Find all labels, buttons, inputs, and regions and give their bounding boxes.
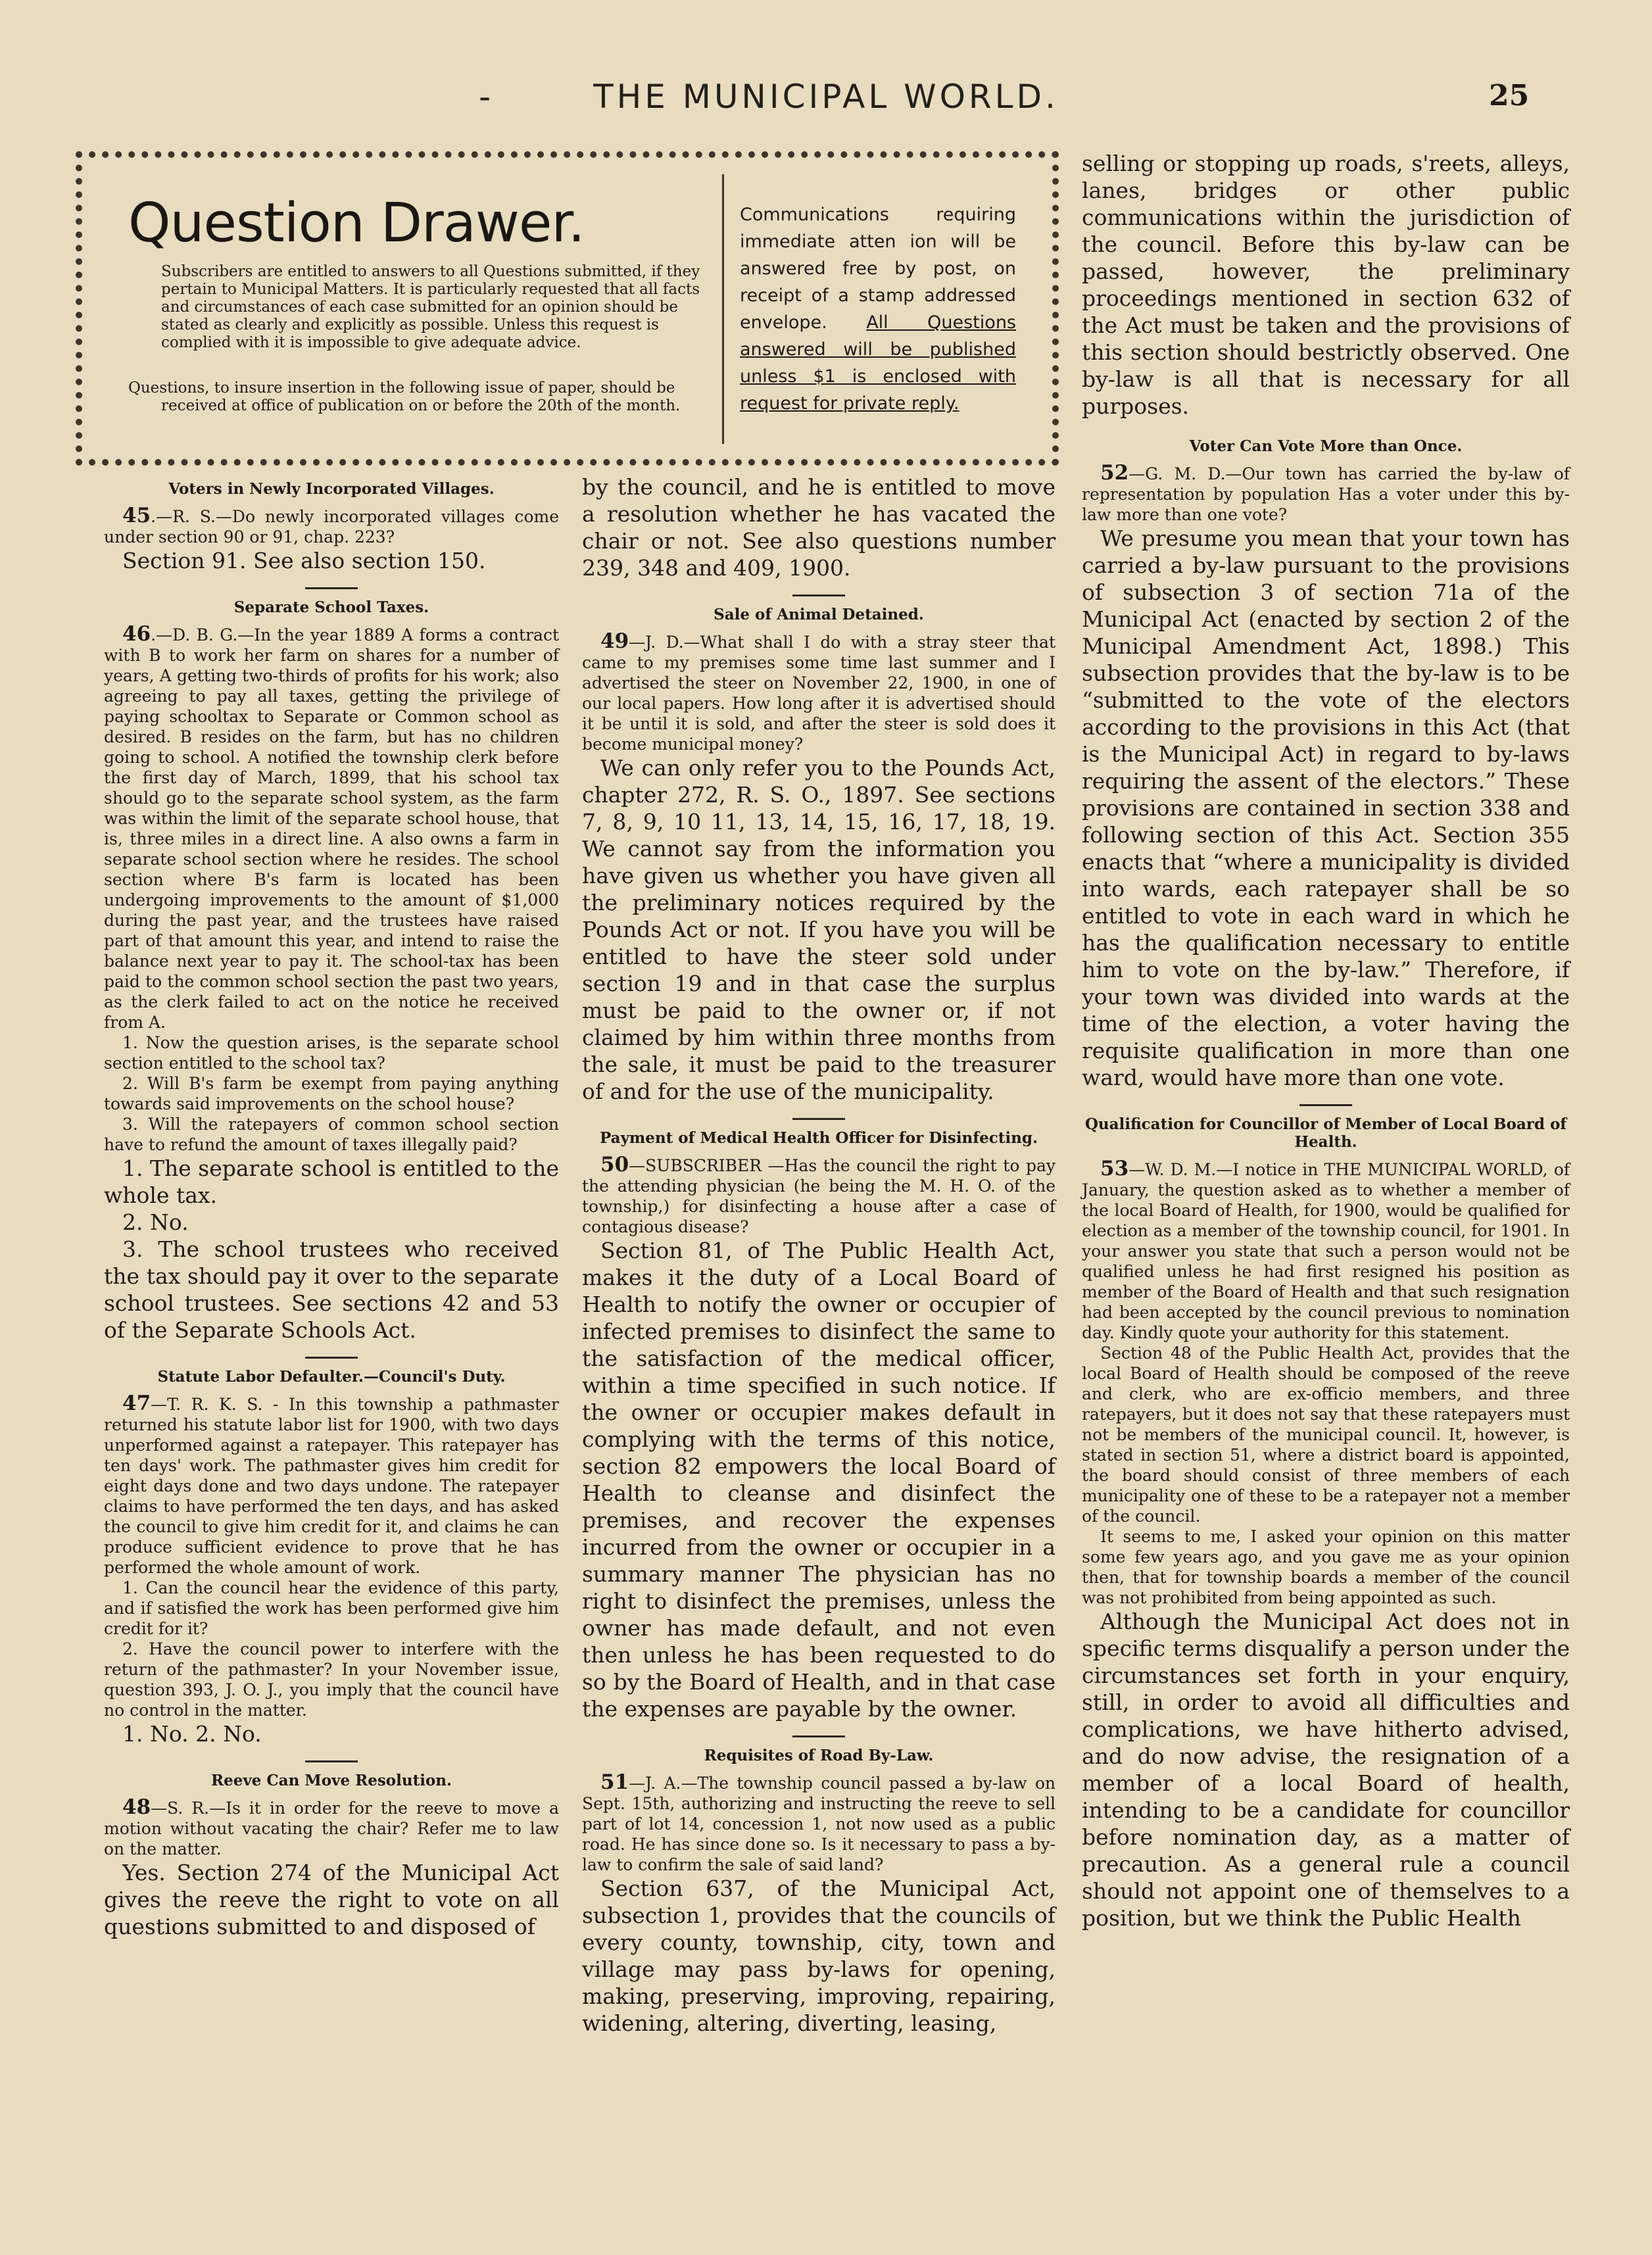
answer-48-continued: by the council, and he is entitled to move a resolution whether he has vacated the chair or not. See also questions number 239, 348 and 409, 1900. — [582, 474, 1056, 581]
column3-top — [1082, 150, 1570, 420]
answer-50: Section 81, of The Public Health Act, makes it the duty of a Local Board of Health to notify the owner or occupier of infected premises to disinfect the same to the satisfaction of the medical officer, within a time specified in such notice. If the owner or occupier makes default in complying with the terms of this notice, section 82 empowers the local Board of Health to cleanse and disinfect the premises, and recover the expenses incurred from the owner or occupier in a summary manner The physician has no right to disinfect the premises, unless the owner has made default, and not even then unless he has been requested to do so by the Board of Health, and in that case the expenses are payable by the owner. — [582, 1238, 1056, 1722]
question-number-49: 49 — [600, 629, 629, 653]
answer-47: 1. No. 2. No. — [122, 1721, 262, 1747]
communications-note — [740, 201, 1016, 417]
continuation-text: selling or stopping up roads, s'reets, alleys, lanes, bridges or other public communications within the jurisdiction of the council. Before this by-law can be passed, however, the preliminary proceedings mentioned in section 632 of the Act must be taken and the provisions of this section should bestrictly observed. One by-law is all that is necessary for all purposes. — [1082, 151, 1570, 419]
answer-46-part-2: 2. No. — [122, 1209, 189, 1235]
question-52: —G. M. D.—Our town has carried the by-law of representation by population Has a voter under this by-law more than one vote? — [1082, 464, 1570, 524]
box-divider — [722, 174, 724, 444]
answer-49: We can only refer you to the Pounds Act, chapter 272, R. S. O., 1897. See sections 7, 8, 9, 10 11, 13, 14, 15, 16, 17, 18, 19. We cannot say from the information you have given us whether you have given all the preliminary notices required by the Pounds Act or not. If you have you will be entitled to have the steer sold under section 19 and in that case the surplus must be paid to the owner or, if not claimed by him within three months from the sale, it must be paid to the treasurer of and for the use of the municipality. — [582, 755, 1056, 1104]
heading-52: Voter Can Vote More than Once. — [1189, 437, 1463, 455]
heading-50: Payment of Medical Health Officer for Disinfecting. — [599, 1129, 1038, 1147]
divider — [792, 1118, 845, 1120]
question-47: —T. R. K. S. - In this township a pathmaster returned his statute labor list for 1900, with two days unperformed against a ratepayer. This ratepayer has ten days' work. The pathmaster gives him credit for eight days done and two days undone. The ratepayer claims to have performed the ten days, and has asked the council to give him credit for it, and claims he can produce sufficient evidence to prove that he has performed the whole amount of work. — [104, 1395, 559, 1577]
divider — [792, 1735, 845, 1737]
question-49: —J. D.—What shall I do with a stray steer that came to my premises some time last summer and I advertised the steer on November 22, 1900, in one of our local papers. How long after it is advertised should it be until it is sold, and after the steer is sold does it become municipal money? — [582, 633, 1056, 754]
answer-51: Section 637, of the Municipal Act, subsection 1, provides that the councils of every county, township, city, town and village may pass by-laws for opening, making, preserving, improving, repairing, widening, altering, diverting, leasing, — [582, 1876, 1056, 2036]
question-number-46: 46 — [122, 622, 151, 646]
question-drawer-title: Question Drawer. — [128, 192, 585, 255]
answer-53: Although the Municipal Act does not in specific terms disqualify a person under the circumstances set forth in your enquiry, still, in order to avoid all difficulties and complications, we have hitherto advised, and do now advise, the resignation of a member of a local Board of health, intending to be a candidate for councillor before nomination day, as a matter of precaution. As a general rule a council should not appoint one of themselves to a position, but we think the Public Health — [1082, 1609, 1570, 1931]
heading-46: Separate School Taxes. — [233, 598, 429, 616]
question-number-52: 52 — [1100, 461, 1129, 485]
answer-52: We presume you mean that your town has carried a by-law pursuant to the provisions of subsection 3 of section 71a of the Municipal Act (enacted by section 2 of the Municipal Amendment Act, 1898.) This subsection provides that the by-law is to be “submitted to the vote of the electors according to the provisions in this Act (that is the Municipal Act) in regard to by-laws requiring the assent of the electors.” These provisions are contained in section 338 and following section of this Act. Section 355 enacts that “where a municipality is divided into wards, each ratepayer shall be so entitled to vote in each ward in which he has the qualification necessary to entitle him to vote on the by-law.” Therefore, if your town was divided into wards at the time of the election, a voter having the requisite qualification in more than one ward, would have more than one vote. — [1082, 525, 1570, 1090]
masthead-dash: - — [479, 78, 491, 116]
question-53-part-c: It seems to me, I asked your opinion on this matter some few years ago, and you gave me as your opinion then, that for township boards a member of the council was not prohibited from being appointed as such. — [1082, 1527, 1570, 1607]
divider — [1300, 1104, 1352, 1106]
heading-51: Requisites of Road By-Law. — [704, 1747, 934, 1764]
divider — [305, 587, 358, 589]
heading-49: Sale of Animal Detained. — [714, 606, 924, 623]
answer-45: Section 91. See also section 150. — [122, 548, 486, 573]
page-number: 25 — [1489, 79, 1530, 112]
divider — [305, 1760, 358, 1762]
question-46-part-3: 3. Will the ratepayers of common school section have to refund the amount of taxes illegally paid? — [104, 1115, 559, 1154]
deadline-note: Questions, to insure insertion in the following issue of paper, should be received at office of publication on or before the 20th of the month. — [128, 379, 681, 414]
answer-46-part-3: 3. The school trustees who received the tax should pay it over to the separate school trustees. See sections 42 and 53 of the Separate Schools Act. — [104, 1236, 559, 1343]
divider — [305, 1357, 358, 1359]
answer-46-part-1: 1. The separate school is entitled to the whole tax. — [104, 1155, 559, 1208]
divider — [792, 594, 845, 596]
question-46-part-1: 1. Now the question arises, is the separate school section entitled to the school tax? — [104, 1033, 559, 1073]
question-53: —W. D. M.—I notice in THE MUNICIPAL WORLD, of January, the question asked as to whether a member of the local Board of Health, for 1900, would be qualified for election as a member of the township council, for 1901. In your answer you state that such a person would not be qualified unless he had first resigned his position as member of the Board of Health and that such resignation had been accepted by the council previous to nomination day. Kindly quote your authority for this statement. — [1082, 1160, 1570, 1342]
heading-53: Qualification for Councillor of Member of Local Board of Health. — [1084, 1115, 1567, 1151]
question-number-50: 50 — [600, 1153, 629, 1176]
question-53-part-b: Section 48 of the Public Health Act, provides that the local Board of Health should be composed of the reeve and clerk, who are ex-officio members, and three ratepayers, but it does not say that these ratepayers must not be members of the municipal council. It, however, is stated in section 51, where a district board is appointed, the board should consist of three members of each municipality one of these to be a ratepayer not a member of the council. — [1082, 1344, 1570, 1526]
question-48: —S. R.—Is it in order for the reeve to move a motion without vacating the chair? Refer me to law on the matter. — [104, 1799, 559, 1858]
column-3 — [1082, 431, 1570, 1931]
question-45: .—R. S.—Do newly incorporated villages come under section 90 or 91, chap. 223? — [104, 507, 559, 546]
answer-48: Yes. Section 274 of the Municipal Act gives the reeve the right to vote on all questions submitted to and disposed of — [104, 1860, 559, 1939]
question-number-51: 51 — [600, 1770, 629, 1794]
question-51: —J. A.—The township council passed a by-law on Sept. 15th, authorizing and instructing the reeve to sell part of lot 14, concession 1, not now used as a public road. He has since done so. Is it necessary to pass a by-law to confirm the sale of said land? — [582, 1774, 1056, 1874]
question-number-47: 47 — [122, 1392, 151, 1415]
question-number-53: 53 — [1100, 1157, 1129, 1180]
question-46: .—D. B. G.—In the year 1889 A forms a contract with B to work her farm on shares for a number of years, A getting two-thirds of profits for his work; also agreeing to pay all taxes, getting the privilege of paying schooltax to Separate or Common school as desired. B resides on the farm, but has no children going to school. A notified the township clerk before the first day of March, 1899, that his school tax should go to the separate school system, as the farm was within the limit of the separate school house, that is, three miles in a direct line. A also owns a farm in separate school section where he resides. The school section where B's farm is located has been undergoing improvements to the amount of $1,000 during the past year, and the trustees have raised part of that amount this year, and intend to raise the balance next year to pay it. The school-tax has been paid to the common school section the past two years, as the clerk failed to act on the notice he received from A. — [104, 625, 559, 1032]
question-number-45: 45 — [122, 504, 151, 527]
heading-48: Reeve Can Move Resolution. — [210, 1772, 452, 1789]
communications-note-b: All Questions answered will be published unless $1 is enclosed with request for private reply. — [740, 312, 1016, 414]
communications-note-a: Communications requiring immediate atten ion will be answered free by post, on receipt of a stamp addressed envelope. — [740, 205, 1016, 333]
heading-45: Voters in Newly Incorporated Villages. — [168, 480, 495, 498]
column-2 — [582, 473, 1056, 2037]
question-47-part-1: 1. Can the council hear the evidence of this party, and if satisfied the work has been performed give him credit for it? — [104, 1578, 559, 1638]
question-number-48: 48 — [122, 1795, 151, 1819]
question-47-part-2: 2. Have the council power to interfere with the return of the pathmaster? In your November issue, question 393, J. O. J., you imply that the council have no control in the matter. — [104, 1639, 559, 1720]
column-1 — [104, 473, 559, 1940]
masthead-title: THE MUNICIPAL WORLD. — [593, 78, 1059, 116]
subscriber-note: Subscribers are entitled to answers to all Questions submitted, if they pertain to Municipal Matters. It is particularly requested that all facts and circumstances of each case submitted for an opinion should be stated as clearly and explicitly as possible. Unless this request is complied with it is impossible to give adequate advice. — [161, 263, 700, 351]
question-46-part-2: 2. Will B's farm be exempt from paying anything towards said improvements on the school house? — [104, 1074, 559, 1113]
heading-47: Statute Labor Defaulter.—Council's Duty. — [157, 1368, 506, 1386]
question-50: —SUBSCRIBER —Has the council the right to pay the attending physician (he being the M. H. O. of the township,) for disinfecting a house after a case of contagious disease? — [582, 1156, 1056, 1236]
